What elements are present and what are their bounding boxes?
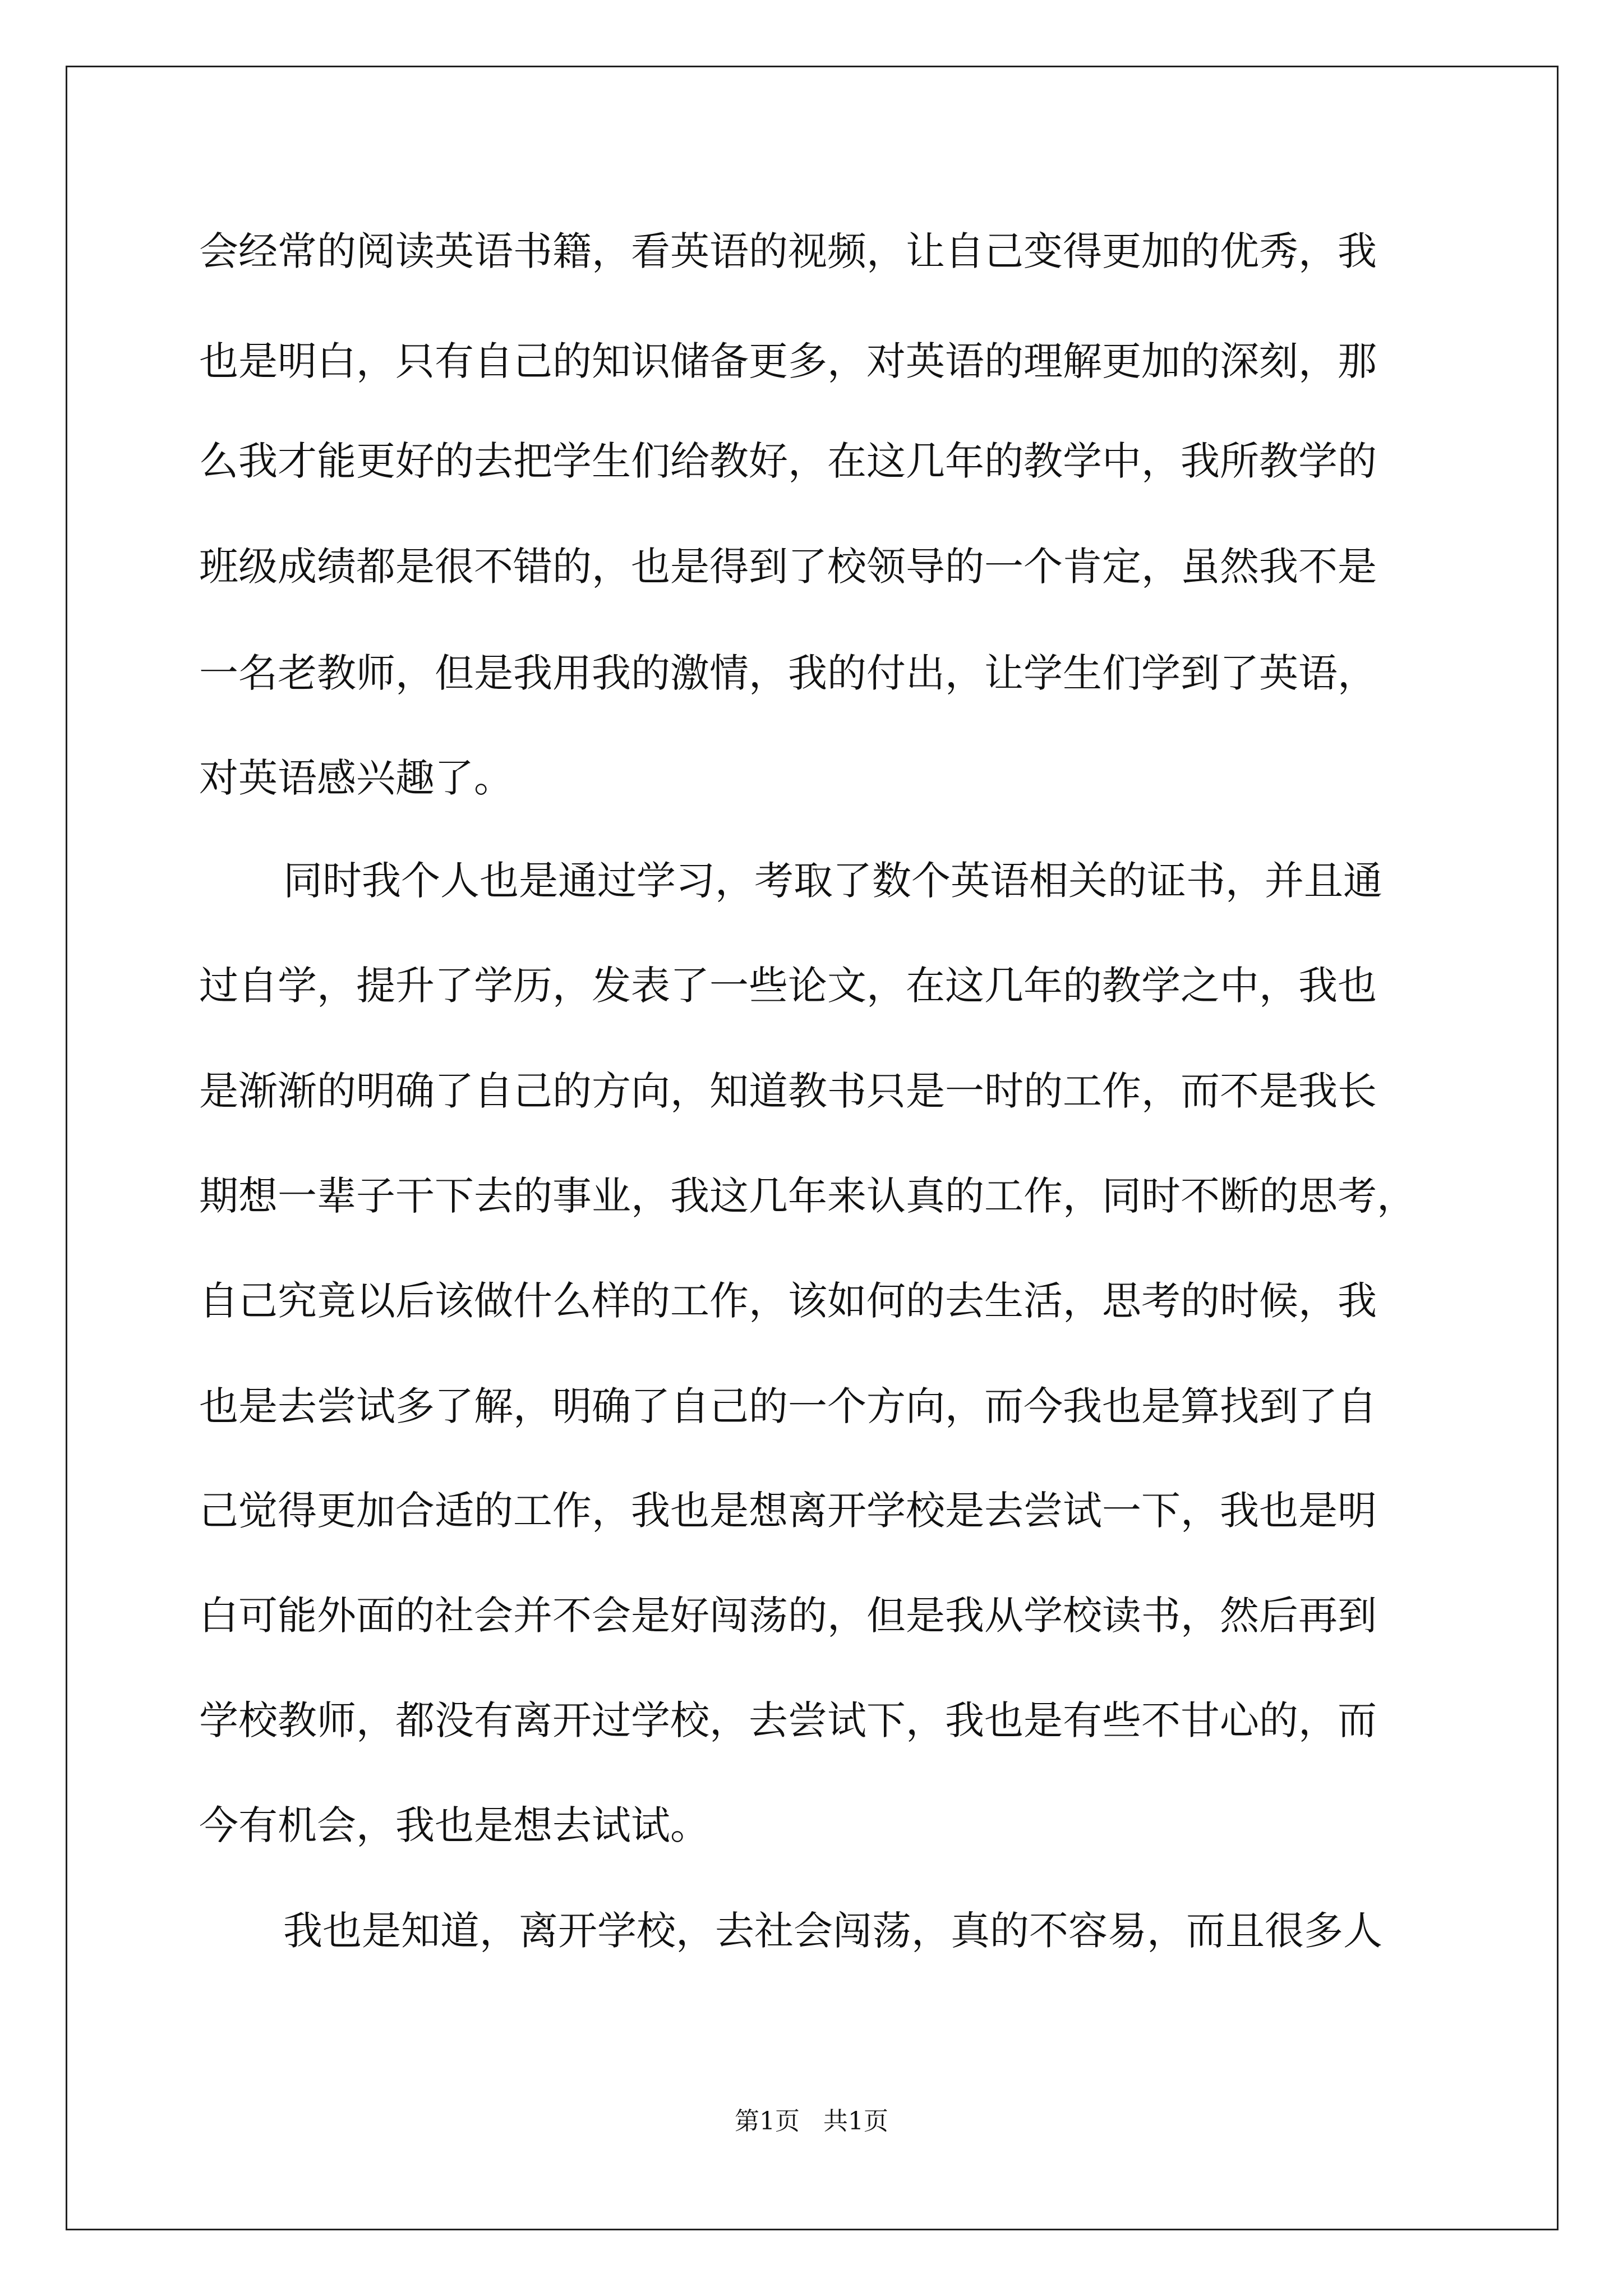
paragraph-line: 班级成绩都是很不错的，也是得到了校领导的一个肯定，虽然我不是 — [199, 544, 1377, 590]
paragraph-line: 一名老教师，但是我用我的激情，我的付出，让学生们学到了英语， — [199, 650, 1377, 696]
paragraph-line: 今有机会，我也是想去试试。 — [199, 1802, 709, 1848]
paragraph-line: 自己究竟以后该做什么样的工作，该如何的去生活，思考的时候，我 — [199, 1278, 1377, 1324]
paragraph-line: 期想一辈子干下去的事业，我这几年来认真的工作，同时不断的思考， — [199, 1173, 1416, 1219]
paragraph-line: 也是明白，只有自己的知识储备更多，对英语的理解更加的深刻，那 — [199, 338, 1377, 384]
paragraph-line: 过自学，提升了学历，发表了一些论文，在这几年的教学之中，我也 — [199, 963, 1377, 1009]
paragraph-line: 己觉得更加合适的工作，我也是想离开学校是去尝试一下，我也是明 — [199, 1488, 1377, 1534]
paragraph-line: 学校教师，都没有离开过学校，去尝试下，我也是有些不甘心的，而 — [199, 1697, 1377, 1743]
paragraph-line: 对英语感兴趣了。 — [199, 755, 513, 801]
paragraph-line: 是渐渐的明确了自己的方向，知道教书只是一时的工作，而不是我长 — [199, 1068, 1377, 1114]
paragraph-line: 也是去尝试多了解，明确了自己的一个方向，而今我也是算找到了自 — [199, 1383, 1377, 1429]
paragraph-line: 会经常的阅读英语书籍，看英语的视频，让自己变得更加的优秀，我 — [199, 228, 1377, 274]
paragraph-line: 同时我个人也是通过学习，考取了数个英语相关的证书，并且通 — [283, 858, 1382, 904]
page-number-footer: 第1页 共1页 — [735, 2107, 888, 2136]
paragraph-line: 么我才能更好的去把学生们给教好，在这几年的教学中，我所教学的 — [199, 438, 1377, 484]
paragraph-line: 我也是知道，离开学校，去社会闯荡，真的不容易，而且很多人 — [283, 1908, 1382, 1954]
paragraph-line: 白可能外面的社会并不会是好闯荡的，但是我从学校读书，然后再到 — [199, 1593, 1377, 1639]
